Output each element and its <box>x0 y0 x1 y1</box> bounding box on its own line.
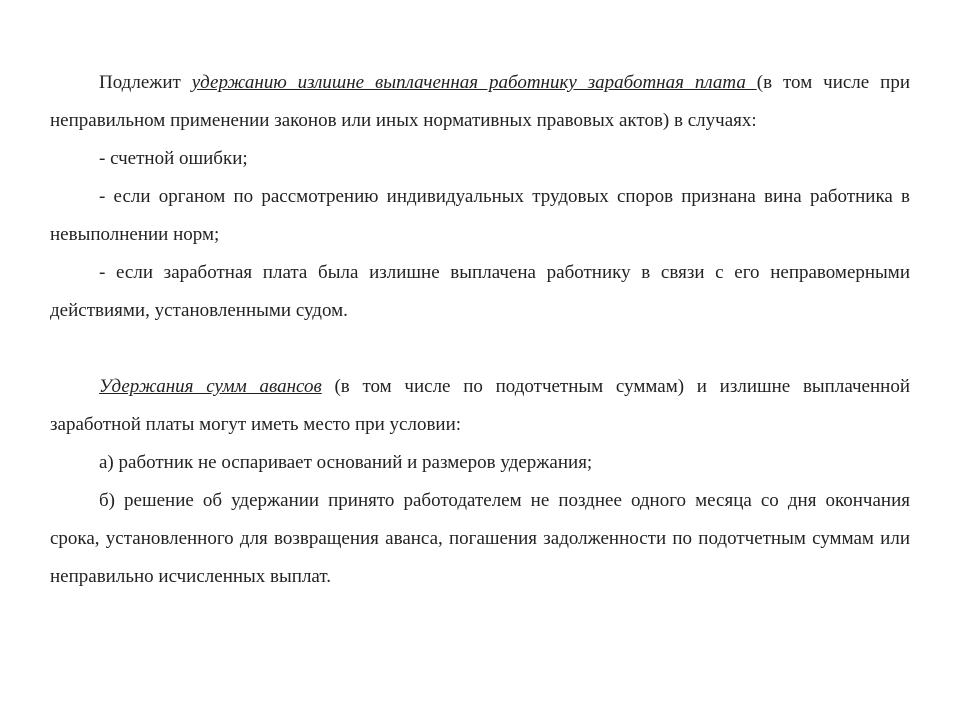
section2-term: Удержания сумм авансов <box>99 376 322 397</box>
slide-content <box>50 64 910 596</box>
section2-intro <box>50 368 910 444</box>
section1-item-1: - счетной ошибки; <box>99 148 248 169</box>
section1-item-3: - если заработная плата была излишне выплачена работнику в связи с его неправомерными действиями, установленными судом. <box>50 262 910 321</box>
section2-item-1: а) работник не оспаривает оснований и размеров удержания; <box>99 452 593 473</box>
section2-item-2: б) решение об удержании принято работодателем не позднее одного месяца со дня окончания срока, установленного для возвращения аванса, погашения задолженности по подотчетным суммам или неправильно исчисленных выплат. <box>50 490 910 587</box>
section1-lead: Подлежит <box>99 72 192 93</box>
section2-rest: (в том числе по подотчетным суммам) и излишне выплаченной заработной платы могут иметь место при условии: <box>50 376 910 435</box>
section1-term: удержанию излишне выплаченная работнику заработная плата <box>191 72 757 93</box>
section1-intro <box>50 64 910 140</box>
section1-rest: (в том числе при неправильном применении законов или иных нормативных правовых актов) в случаях: <box>50 72 910 131</box>
section1-item-2: - если органом по рассмотрению индивидуальных трудовых споров признана вина работника в невыполнении норм; <box>50 186 910 245</box>
